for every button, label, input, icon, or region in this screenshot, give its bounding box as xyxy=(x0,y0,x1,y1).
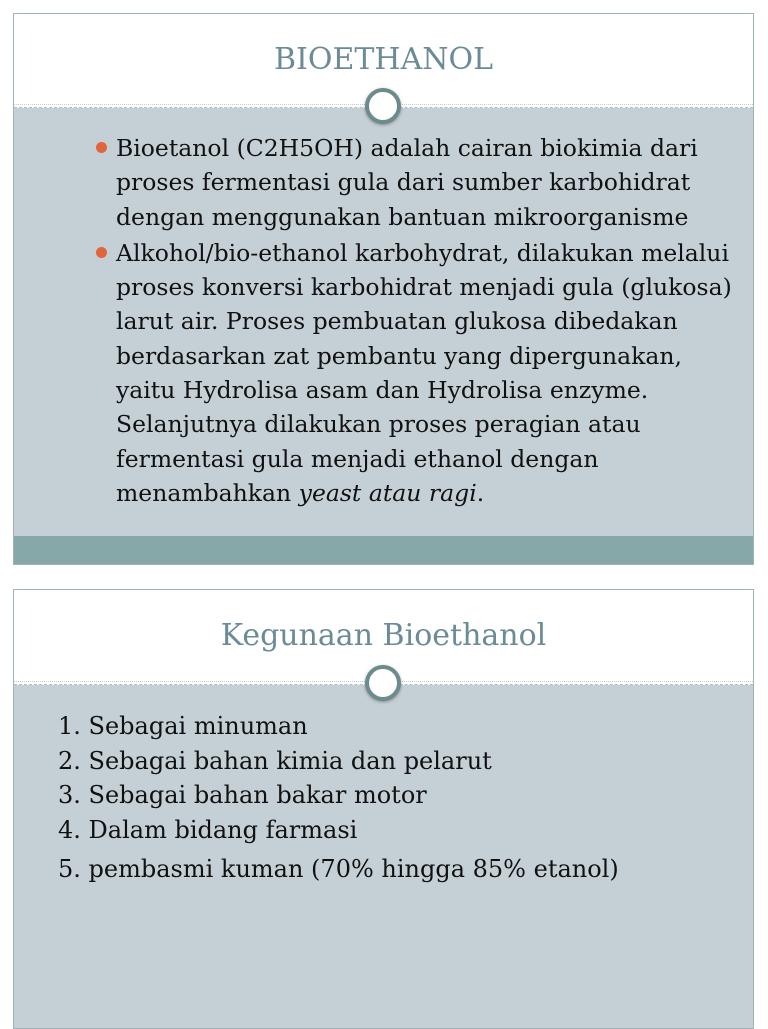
bullet-item xyxy=(92,131,746,234)
numbered-list xyxy=(58,709,619,887)
list-item: 4. Dalam bidang farmasi xyxy=(58,815,358,844)
list-item: 3. Sebagai bahan bakar motor xyxy=(58,781,427,809)
bullet-text: Bioetanol (C2H5OH) adalah cairan biokimia dari proses fermentasi gula dari sumber karbohidrat dengan menggunakan bantuan mikroorganisme xyxy=(116,134,698,231)
bullet-dot-icon xyxy=(96,142,107,153)
bullet-list xyxy=(92,131,746,512)
bullet-dot-icon xyxy=(96,247,107,258)
bullet-item xyxy=(92,236,746,510)
bottom-band xyxy=(14,536,753,564)
list-item: 2. Sebagai bahan kimia dan pelarut xyxy=(58,746,492,775)
slide-kegunaan xyxy=(13,589,754,1029)
ring-divider-icon xyxy=(365,665,401,701)
bullet-text: Alkohol/bio-ethanol karbohydrat, dilakukan melalui proses konversi karbohidrat menjadi gula (glukosa) larut air. Proses pembuatan glukosa dibedakan berdasarkan zat pembantu yang dipergunakan, yaitu Hydrolisa asam dan Hydrolisa enzyme. Selanjutnya dilakukan proses peragian atau fermentasi gula menjadi ethanol dengan menambahkan xyxy=(116,238,732,507)
bullet-end-text: . xyxy=(476,478,485,507)
list-item: 5. pembasmi kuman (70% hingga 85% etanol) xyxy=(58,855,619,883)
slide-bioethanol xyxy=(13,13,754,565)
slide-title: Kegunaan Bioethanol xyxy=(220,618,547,653)
list-item: 1. Sebagai minuman xyxy=(58,712,308,740)
bullet-italic-text: yeast atau ragi xyxy=(298,478,477,507)
ring-divider-icon xyxy=(365,88,401,124)
slide-title: BIOETHANOL xyxy=(274,42,493,77)
